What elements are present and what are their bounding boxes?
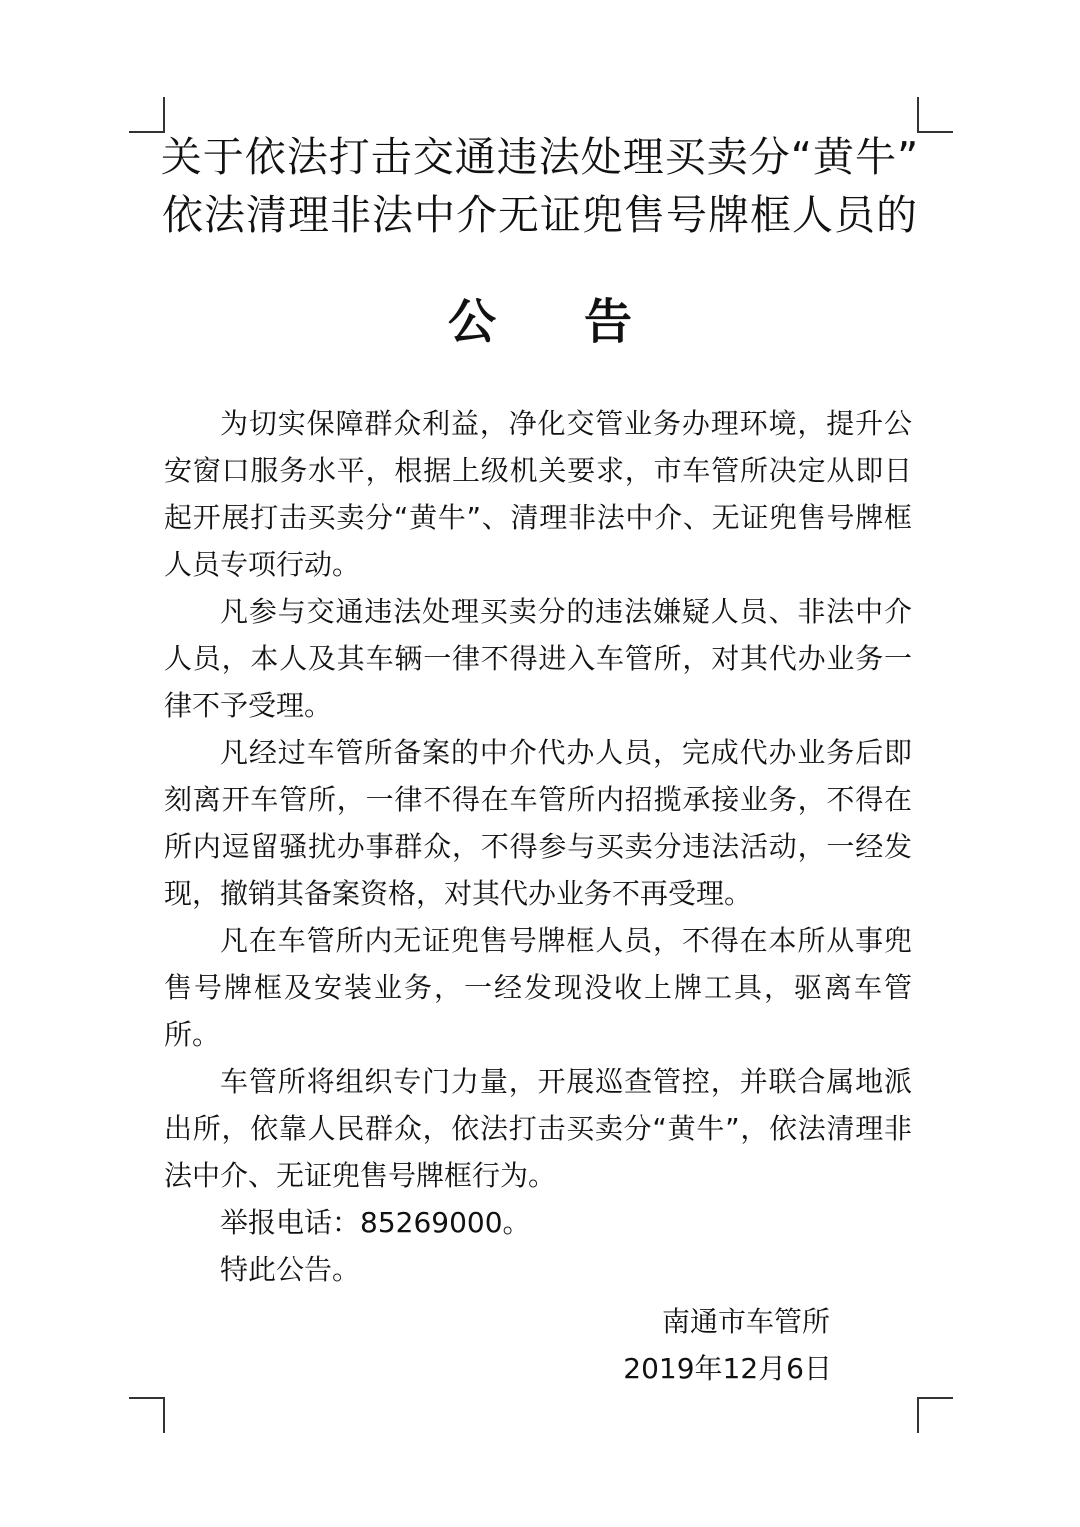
title-line-1: 关于依法打击交通违法处理买卖分“黄牛” — [160, 133, 920, 181]
closing-line: 特此公告。 — [220, 1253, 361, 1286]
issuer-name: 南通市车管所 — [661, 1305, 830, 1338]
hotline-line: 举报电话：85269000。 — [220, 1206, 531, 1239]
signature-block — [623, 1298, 830, 1392]
paragraph-4: 凡在车管所内无证兜售号牌框人员，不得在本所从事兜售号牌框及安装业务，一经发现没收上牌工具，驱离车管所。 — [164, 924, 912, 1051]
crop-mark-bottom-left — [129, 1397, 165, 1433]
notice-title — [120, 128, 960, 244]
title-line-2: 依法清理非法中介无证兜售号牌框人员的 — [162, 191, 918, 239]
notice-heading: 公告 — [447, 294, 720, 350]
paragraph-2: 凡参与交通违法处理买卖分的违法嫌疑人员、非法中介人员，本人及其车辆一律不得进入车管所，对其代办业务一律不予受理。 — [164, 595, 912, 722]
notice-body — [164, 400, 912, 1293]
paragraph-3: 凡经过车管所备案的中介代办人员，完成代办业务后即刻离开车管所，一律不得在车管所内招揽承接业务，不得在所内逗留骚扰办事群众，不得参与买卖分违法活动，一经发现，撤销其备案资格，对其代办业务不再受理。 — [164, 736, 912, 910]
paragraph-5: 车管所将组织专门力量，开展巡查管控，并联合属地派出所，依靠人民群众，依法打击买卖分“黄牛”，依法清理非法中介、无证兜售号牌框行为。 — [164, 1065, 912, 1192]
paragraph-1: 为切实保障群众利益，净化交管业务办理环境，提升公安窗口服务水平，根据上级机关要求，市车管所决定从即日起开展打击买卖分“黄牛”、清理非法中介、无证兜售号牌框人员专项行动。 — [164, 407, 912, 581]
issue-date: 2019年12月6日 — [623, 1352, 832, 1385]
crop-mark-bottom-right — [917, 1397, 953, 1433]
